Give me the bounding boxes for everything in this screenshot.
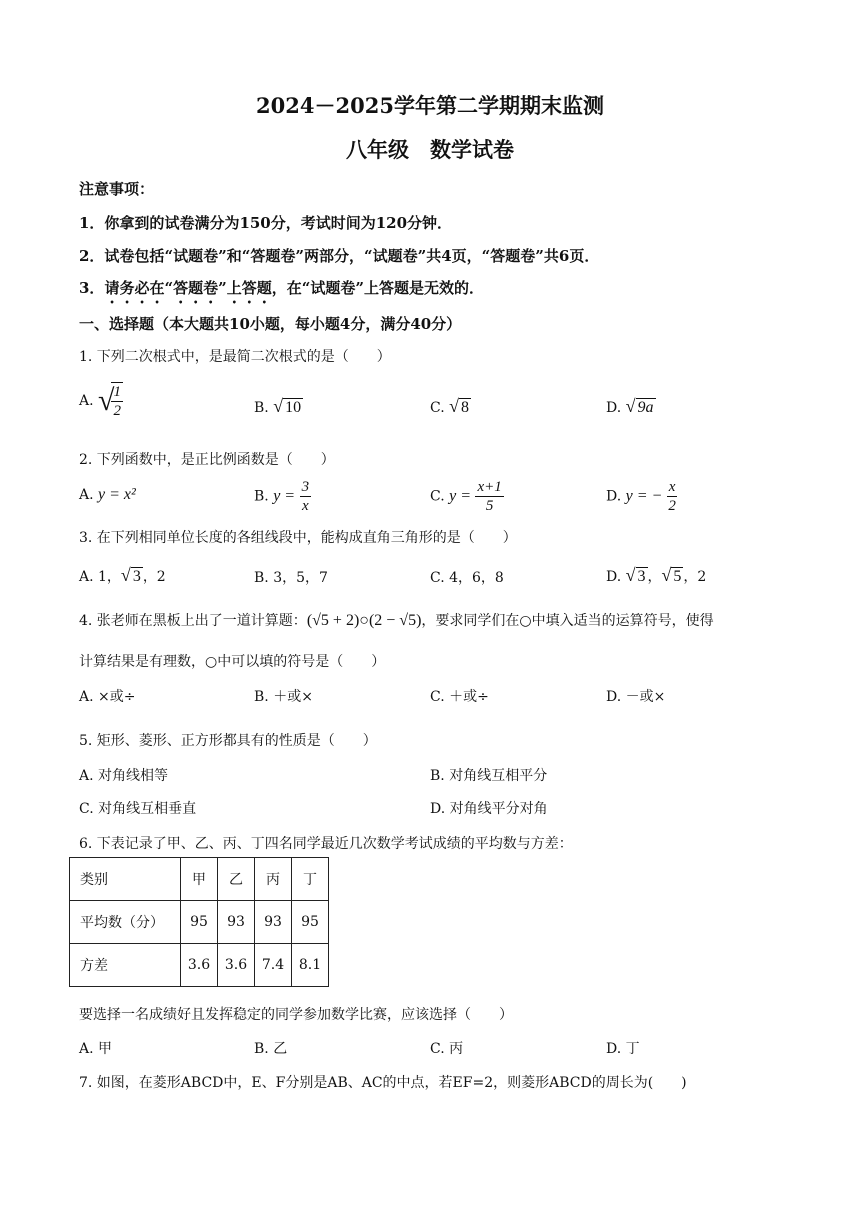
table-cell: 8.1 [292, 944, 329, 987]
table-cell: 7.4 [255, 944, 292, 987]
table-cell: 方差 [70, 944, 181, 987]
question-2-stem: 2. 下列函数中，是正比例函数是（ ） [79, 452, 335, 468]
question-7-stem: 7. 如图，在菱形ABCD中，E、F分别是AB、AC的中点，若EF=2，则菱形ABCD的周长为( ) [79, 1075, 687, 1091]
question-6-stem-cont: 要选择一名成绩好且发挥稳定的同学参加数学比赛，应该选择（ ） [79, 1007, 513, 1023]
q4-option-c: C. ＋或÷ [430, 689, 489, 705]
question-6-stem: 6. 下表记录了甲、乙、丙、丁四名同学最近几次数学考试成绩的平均数与方差： [79, 836, 573, 852]
note-item-1: 1．你拿到的试卷满分为150分，考试时间为120分钟． [79, 214, 453, 232]
q4-expression: (√5 + 2)○(2 − √5) [306, 612, 422, 629]
notes-heading: 注意事项： [79, 180, 155, 198]
q1-option-d: D. √ 9a [606, 396, 654, 416]
page-subtitle: 八年级 数学试卷 [346, 137, 514, 162]
q5-option-b: B. 对角线互相平分 [430, 768, 548, 784]
table-cell: 95 [292, 901, 329, 944]
q3-option-d: D. √ 3 ，√ 5 ，2 [606, 565, 707, 585]
question-3-stem: 3. 在下列相同单位长度的各组线段中，能构成直角三角形的是（ ） [79, 530, 517, 546]
q3-option-a: A. 1，√ 3 ，2 [79, 565, 166, 585]
q4-option-a: A. ×或÷ [79, 689, 136, 705]
table-cell: 3.6 [181, 944, 218, 987]
table-cell: 95 [181, 901, 218, 944]
emphasized-text: 请务必在“答题卷”上答题 [104, 279, 272, 297]
question-4-stem-cont: 计算结果是有理数，○中可以填的符号是（ ） [79, 654, 386, 670]
q2-option-d: D. y = − $\frac{x}{2}$ [606, 479, 676, 514]
q4-option-b: B. ＋或× [254, 689, 313, 705]
table-cell: 丙 [255, 858, 292, 901]
q1-option-c: C. √ 8 [430, 396, 470, 416]
note-item-2: 2．试卷包括“试题卷”和“答题卷”两部分，“试题卷”共4页，“答题卷”共6页． [79, 247, 600, 265]
table-cell: 93 [218, 901, 255, 944]
q6-option-b: B. 乙 [254, 1041, 288, 1057]
q4-option-d: D. －或× [606, 689, 666, 705]
q3-option-c: C. 4，6，8 [430, 570, 504, 586]
score-table [69, 857, 329, 987]
table-cell: 3.6 [218, 944, 255, 987]
question-5-stem: 5. 矩形、菱形、正方形都具有的性质是（ ） [79, 733, 377, 749]
q6-option-a: A. 甲 [79, 1041, 113, 1057]
table-row [70, 901, 329, 944]
section-heading: 一、选择题（本大题共10小题，每小题4分，满分40分） [79, 315, 462, 333]
q2-option-b: B. y = $\frac{3}{x}$ [254, 479, 310, 514]
q5-option-a: A. 对角线相等 [79, 768, 169, 784]
table-cell: 丁 [292, 858, 329, 901]
table-cell: 平均数（分） [70, 901, 181, 944]
question-1-stem: 1. 下列二次根式中，是最简二次根式的是（ ） [79, 349, 391, 365]
q6-option-c: C. 丙 [430, 1041, 464, 1057]
q2-option-a: A. y = x² [79, 486, 136, 503]
table-cell: 类别 [70, 858, 181, 901]
q1-option-b: B. √ 10 [254, 396, 302, 416]
table-cell: 93 [255, 901, 292, 944]
table-cell: 乙 [218, 858, 255, 901]
q1-option-a: A. √ $\frac{1}{2}$ [79, 384, 121, 419]
q5-option-c: C. 对角线互相垂直 [79, 801, 197, 817]
table-row [70, 858, 329, 901]
page-title: 2024－2025学年第二学期期末监测 [256, 93, 604, 118]
question-4-stem: 4. 张老师在黑板上出了一道计算题：(√5 + 2)○(2 − √5)，要求同学们在○中填入适当的运算符号，使得 [79, 612, 714, 629]
q2-option-c: C. y = $\frac{x+1}{5}$ [430, 479, 502, 514]
table-cell: 甲 [181, 858, 218, 901]
q3-option-b: B. 3，5，7 [254, 570, 328, 586]
table-row [70, 944, 329, 987]
note-item-3: 3．请务必在“答题卷”上答题，在“试题卷”上答题是无效的． [79, 279, 484, 297]
q5-option-d: D. 对角线平分对角 [430, 801, 548, 817]
q6-option-d: D. 丁 [606, 1041, 640, 1057]
